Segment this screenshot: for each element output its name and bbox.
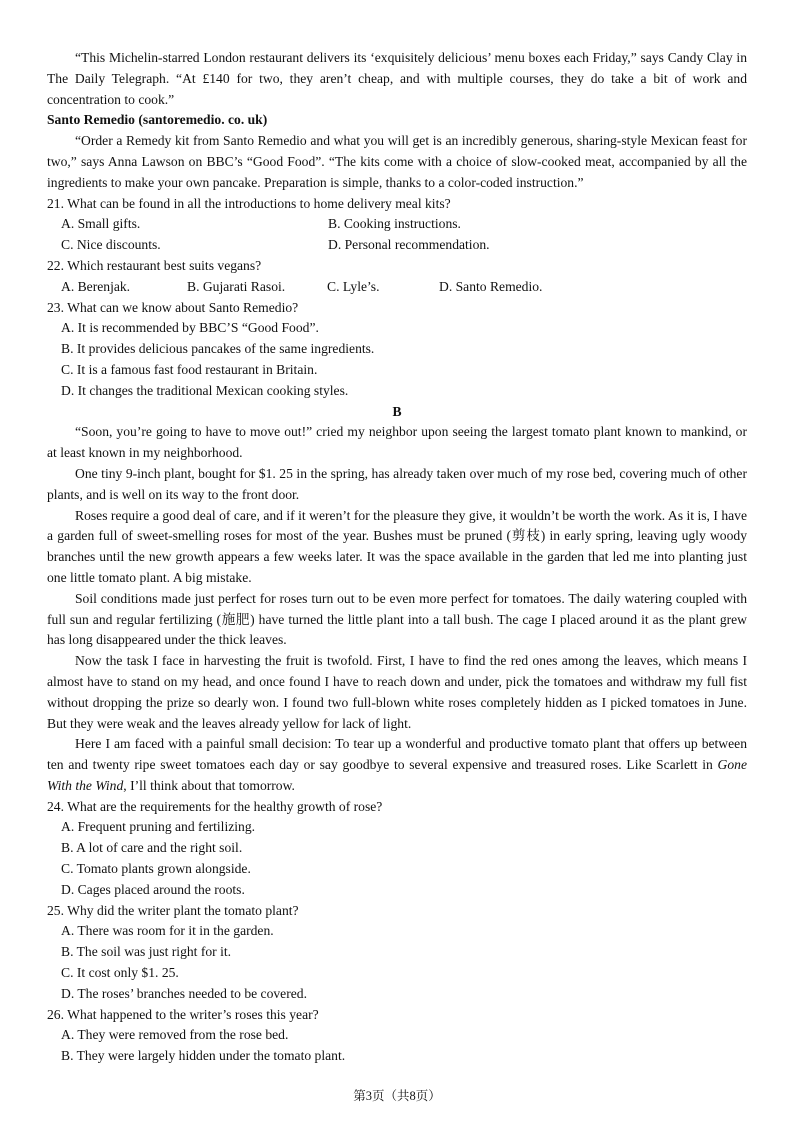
option-d: D. Personal recommendation. bbox=[328, 237, 490, 253]
option-d: D. The roses’ branches needed to be covered. bbox=[61, 985, 307, 1001]
question-stem: 24. What are the requirements for the healthy growth of rose? bbox=[47, 798, 383, 814]
passage-paragraph bbox=[47, 734, 747, 796]
option-c: C. Nice discounts. bbox=[61, 237, 161, 253]
passage-paragraph: “Order a Remedy kit from Santo Remedio and what you will get is an incredibly generous, sharing-style Mexican feast for two,” says Anna Lawson on BBC’s “Good Food”. “The kits come with a choice of slow-cooked meat, accompanied by all the ingredients to make your own pancake. Preparation is simple, thanks to a color-coded instruction.” bbox=[47, 133, 747, 190]
option-b: B. Cooking instructions. bbox=[328, 216, 461, 232]
options-row bbox=[47, 235, 747, 256]
option-d: D. Santo Remedio. bbox=[439, 278, 543, 294]
option-a: A. Small gifts. bbox=[61, 216, 141, 232]
passage-paragraph: Now the task I face in harvesting the fruit is twofold. First, I have to find the red ones among the leaves, which means I almost have to stand on my head, and once found I have to reach down and under, pick the tomatoes and withdraw my full fist without dropping the prize so dearly won. I found two full-blown white roses completely hidden as I picked tomatoes in June. But they were weak and the leaves already yellow for lack of light. bbox=[47, 653, 747, 731]
option-a: A. There was room for it in the garden. bbox=[61, 923, 274, 939]
question-stem: 26. What happened to the writer’s roses this year? bbox=[47, 1006, 319, 1022]
restaurant-heading: Santo Remedio (santoremedio. co. uk) bbox=[47, 112, 268, 128]
question-stem: 23. What can we know about Santo Remedio? bbox=[47, 299, 299, 315]
question-stem: 25. Why did the writer plant the tomato plant? bbox=[47, 902, 299, 918]
section-title: B bbox=[392, 403, 402, 419]
option-a: A. Frequent pruning and fertilizing. bbox=[61, 819, 256, 835]
option-c: C. Lyle’s. bbox=[327, 278, 380, 294]
option-b: B. They were largely hidden under the tomato plant. bbox=[61, 1048, 346, 1064]
option-b: B. A lot of care and the right soil. bbox=[61, 840, 243, 856]
option-c: C. It cost only $1. 25. bbox=[61, 965, 179, 981]
option-c: C. It is a famous fast food restaurant in Britain. bbox=[61, 361, 318, 377]
passage-paragraph: “This Michelin-starred London restaurant delivers its ‘exquisitely delicious’ menu boxes each Friday,” says Candy Clay in The Daily Telegraph. “At £140 for two, they aren’t cheap, and with multiple courses, they do take a bit of work and concentration to cook.” bbox=[47, 50, 747, 107]
passage-paragraph: “Soon, you’re going to have to move out!” cried my neighbor upon seeing the largest tomato plant known to mankind, or at least known in my neighborhood. bbox=[47, 424, 747, 461]
question-stem: 21. What can be found in all the introductions to home delivery meal kits? bbox=[47, 195, 451, 211]
options-row bbox=[47, 214, 747, 235]
option-b: B. It provides delicious pancakes of the same ingredients. bbox=[61, 341, 375, 357]
option-b: B. The soil was just right for it. bbox=[61, 944, 232, 960]
option-c: C. Tomato plants grown alongside. bbox=[61, 861, 251, 877]
option-d: D. It changes the traditional Mexican cooking styles. bbox=[61, 382, 349, 398]
passage-paragraph: Soil conditions made just perfect for roses turn out to be even more perfect for tomatoes. The daily watering coupled with full sun and regular fertilizing (施肥) have turned the little plant into a tall bush. The cage I placed around it as the plant grew has long disappeared under the thick leaves. bbox=[47, 590, 747, 648]
paragraph-text: Here I am faced with a painful small decision: To tear up a wonderful and productive tomato plant that offers up between ten and twenty ripe sweet tomatoes each day or say goodbye to several expensive and treasured roses. Like Scarlett in bbox=[47, 736, 747, 773]
options-row bbox=[47, 277, 747, 298]
option-a: A. They were removed from the rose bed. bbox=[61, 1027, 289, 1043]
option-d: D. Cages placed around the roots. bbox=[61, 881, 245, 897]
option-a: A. Berenjak. bbox=[61, 278, 131, 294]
passage-paragraph: Roses require a good deal of care, and if it weren’t for the pleasure they give, it wouldn’t be worth the work. As it is, I have a garden full of sweet-smelling roses for most of the year. Bushes must be pruned (剪枝) in early spring, leaving ugly woody branches until the new growth appears a few weeks later. It was the space available in the garden that led me into planting just one little tomato plant. A big mistake. bbox=[47, 507, 747, 585]
question-stem: 22. Which restaurant best suits vegans? bbox=[47, 257, 262, 273]
option-b: B. Gujarati Rasoi. bbox=[187, 278, 286, 294]
paragraph-text: , I’ll think about that tomorrow. bbox=[123, 777, 295, 793]
option-a: A. It is recommended by BBC’S “Good Food”. bbox=[61, 320, 319, 336]
page-footer: 第3页（共8页） bbox=[353, 1089, 441, 1103]
book-title: Gone With the Wind bbox=[47, 757, 747, 793]
passage-paragraph: One tiny 9-inch plant, bought for $1. 25 in the spring, has already taken over much of my rose bed, covering much of other plants, and is well on its way to the front door. bbox=[47, 465, 747, 502]
